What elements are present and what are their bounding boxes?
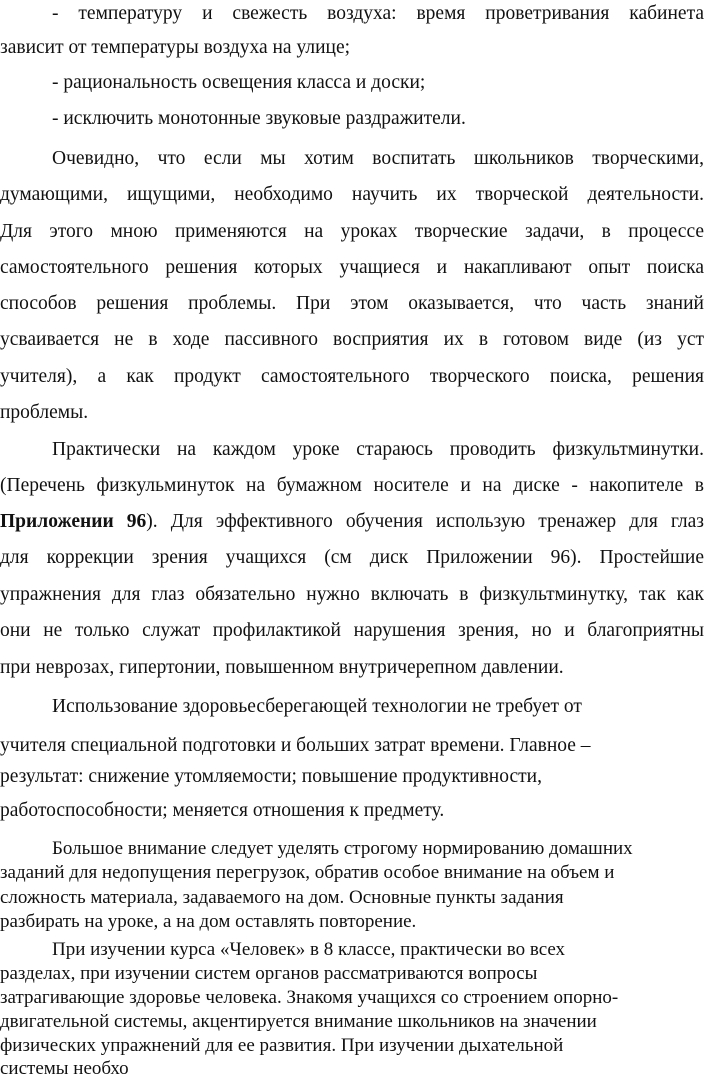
text-line: заданий для недопущения перегрузок, обратив особое внимание на объем и	[0, 862, 615, 883]
text-line: разбирать на уроке, а на дом оставлять повторение.	[0, 911, 417, 932]
text-line: сложность материала, задаваемого на дом. Основные пункты задания	[0, 887, 564, 908]
text-line: физических упражнений для ее развития. При изучении дыхательной	[0, 1035, 564, 1056]
text-line: способов решения проблемы. При этом оказывается, что часть знаний	[0, 293, 704, 314]
text-line: системы необхо	[0, 1058, 129, 1079]
text-line	[0, 512, 704, 532]
text-line: (Перечень физкульминуток на бумажном носителе и на диске - накопителе в	[0, 475, 704, 496]
text-line: Использование здоровьесберегающей технологии не требует от	[52, 696, 582, 717]
text-line: разделах, при изучении систем органов рассматриваются вопросы	[0, 963, 538, 984]
text-line: - рациональность освещения класса и доски;	[52, 72, 426, 93]
text-line: При изучении курса «Человек» в 8 классе, практически во всех	[52, 939, 566, 960]
text-line: усваивается не в ходе пассивного восприятия их в готовом виде (из уст	[0, 329, 704, 350]
text-line: Для этого мною применяются на уроках творческие задачи, в процессе	[0, 221, 704, 242]
text-line: Большое внимание следует уделять строгому нормированию домашних	[52, 838, 633, 859]
text-line: Очевидно, что если мы хотим воспитать школьников творческими,	[52, 148, 704, 169]
appendix-reference: Приложении 96	[0, 511, 147, 532]
text-line: - исключить монотонные звуковые раздражители.	[52, 108, 466, 129]
text-line-rest: ). Для эффективного обучения использую тренажер для глаз	[146, 511, 704, 532]
text-line: - температуру и свежесть воздуха: время проветривания кабинета	[52, 3, 704, 24]
text-line: думающими, ищущими, необходимо научить их творческой деятельности.	[0, 184, 704, 205]
text-line: упражнения для глаз обязательно нужно включать в физкультминутку, так как	[0, 584, 704, 605]
text-line: при неврозах, гипертонии, повышенном внутричерепном давлении.	[0, 657, 564, 678]
text-line: двигательной системы, акцентируется внимание школьников на значении	[0, 1011, 597, 1032]
text-line: для коррекции зрения учащихся (см диск Приложении 96). Простейшие	[0, 547, 704, 568]
text-line: затрагивающие здоровье человека. Знакомя учащихся со строением опорно-	[0, 987, 619, 1008]
text-line: зависит от температуры воздуха на улице;	[0, 37, 351, 58]
text-line: результат: снижение утомляемости; повышение продуктивности,	[0, 766, 542, 787]
text-line: они не только служат профилактикой нарушения зрения, но и благоприятны	[0, 620, 704, 641]
text-line: Практически на каждом уроке стараюсь проводить физкультминутки.	[52, 439, 704, 460]
text-line: учителя), а как продукт самостоятельного творческого поиска, решения	[0, 366, 704, 387]
text-line: учителя специальной подготовки и больших затрат времени. Главное –	[0, 735, 591, 756]
text-line: проблемы.	[0, 402, 89, 423]
text-line: работоспособности; меняется отношения к предмету.	[0, 800, 445, 821]
text-line: самостоятельного решения которых учащиеся и накапливают опыт поиска	[0, 257, 704, 278]
